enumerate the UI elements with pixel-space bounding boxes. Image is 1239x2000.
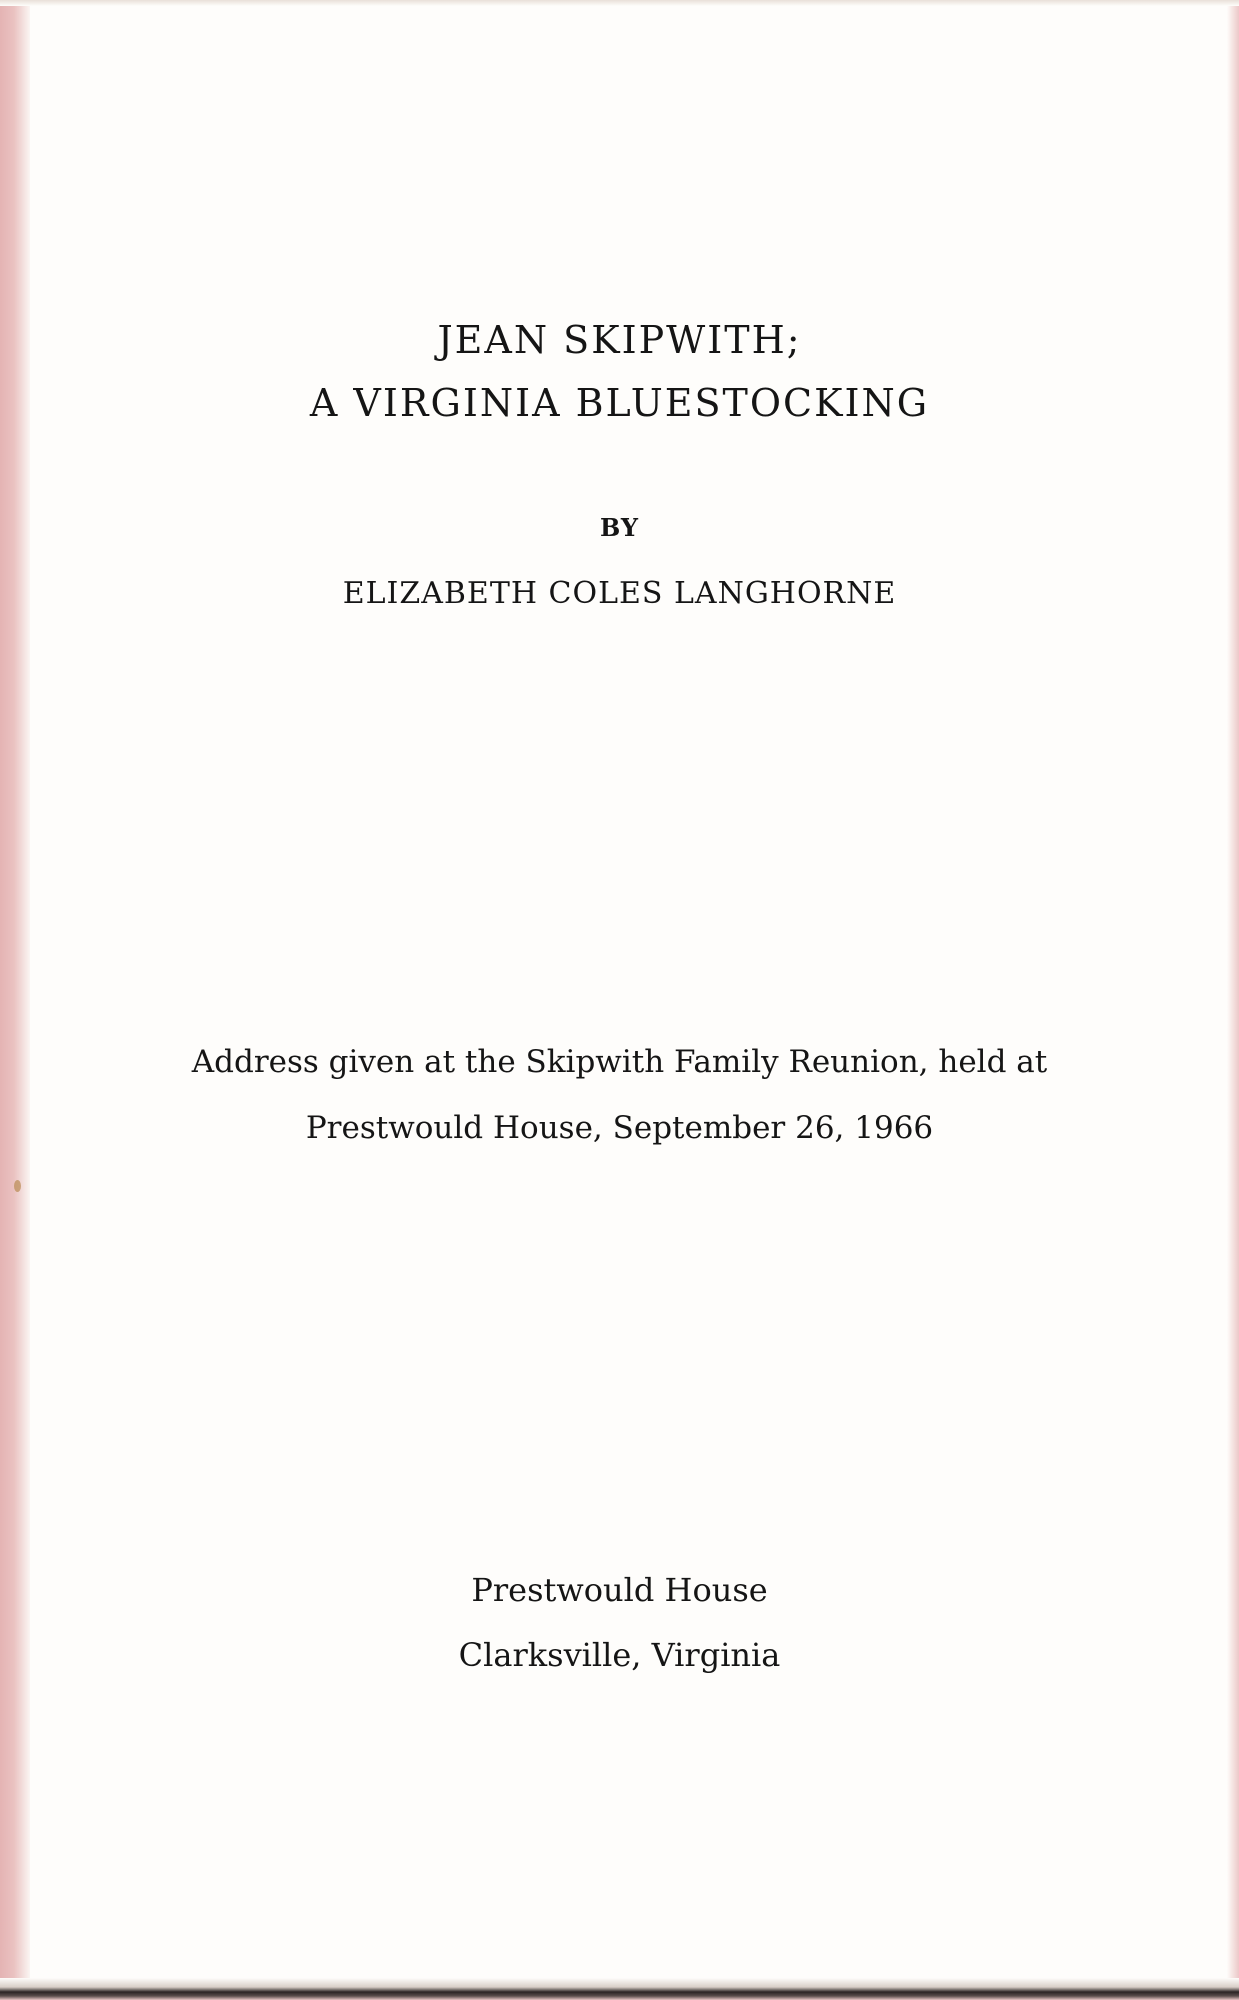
title-line-2: A VIRGINIA BLUESTOCKING [309,381,930,425]
page-top-edge [0,0,1239,6]
cover-edge-left [0,0,30,2000]
cover-edge-right [1227,0,1239,2000]
page-bottom-edge [0,1978,1239,2000]
address-line-1: Address given at the Skipwith Family Reunion, held at [191,1044,1048,1080]
publisher-name: Prestwould House [471,1571,768,1609]
byline-by: BY [600,513,639,542]
paper-stain [14,1180,21,1192]
publisher-location: Clarksville, Virginia [458,1636,781,1674]
address-line-2: Prestwould House, September 26, 1966 [305,1110,934,1146]
title-line-1: JEAN SKIPWITH; [437,318,802,362]
author-name: ELIZABETH COLES LANGHORNE [342,576,897,611]
